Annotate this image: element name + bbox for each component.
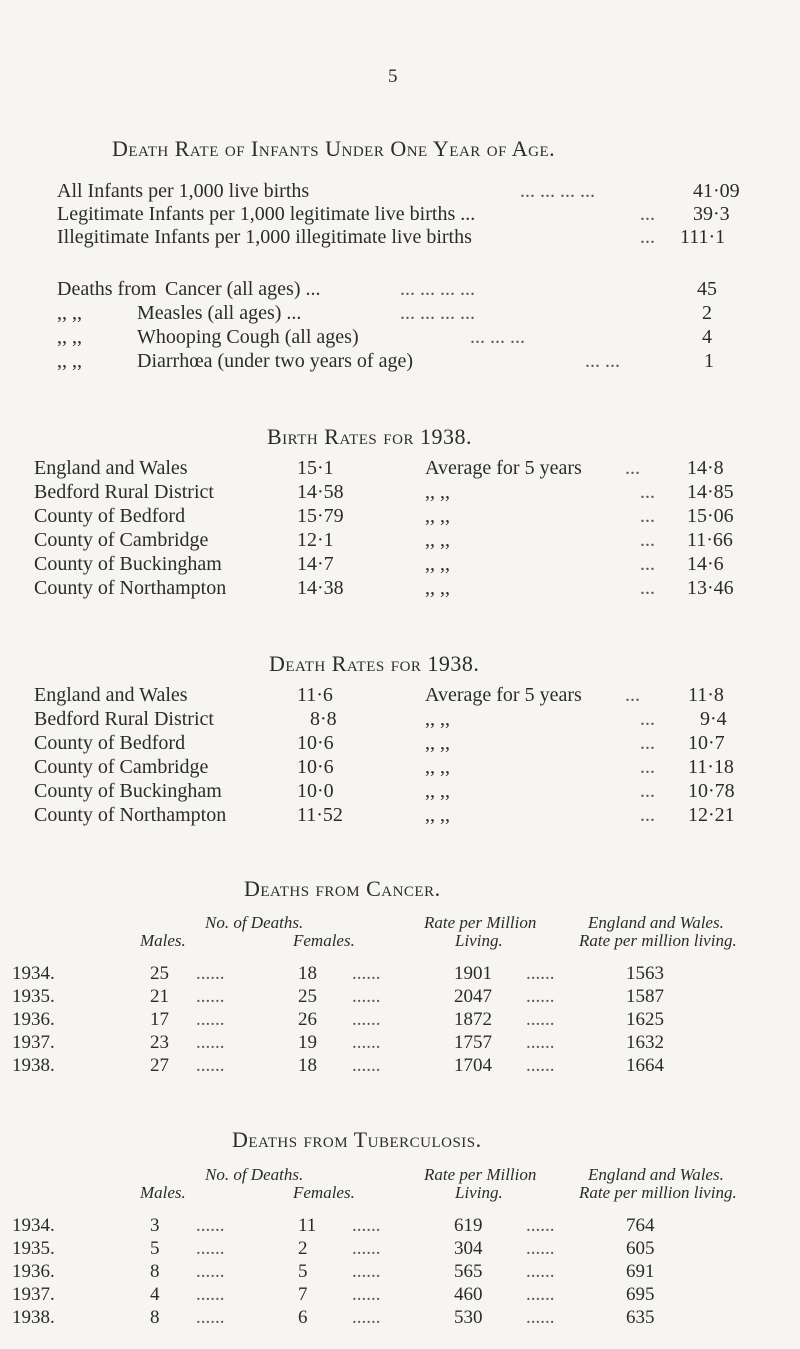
leader-dots: ... [640, 577, 655, 599]
males-header: Males. [140, 1183, 186, 1202]
cancer-heading: Deaths from Cancer. [244, 876, 441, 901]
ditto-label: ,, ,, [425, 780, 450, 802]
deaths-value: 1 [704, 350, 714, 372]
leader-dots: ...... [352, 963, 381, 984]
females-header: Females. [293, 931, 355, 950]
infant-heading: Death Rate of Infants Under One Year of Age. [112, 136, 556, 161]
leader-dots: ... ... ... ... [400, 302, 475, 324]
ditto-label: ,, ,, [425, 577, 450, 599]
average-value: 13·46 [687, 577, 734, 599]
leader-dots: ... [640, 553, 655, 575]
rate-value: 11·6 [297, 684, 333, 706]
year-cell: 1938. [12, 1307, 55, 1328]
leader-dots: ... [640, 804, 655, 826]
rate-value: 15·1 [297, 457, 334, 479]
leader-dots: ...... [196, 1238, 225, 1259]
area-name: County of Buckingham [34, 780, 222, 802]
rate-value: 10·6 [297, 756, 334, 778]
leader-dots: ... [640, 756, 655, 778]
area-name: County of Cambridge [34, 756, 209, 778]
ditto-label: ,, ,, [425, 529, 450, 551]
leader-dots: ... ... [585, 350, 620, 372]
average-value: 9·4 [700, 708, 727, 730]
leader-dots: ... [625, 457, 640, 479]
males-cell: 25 [150, 963, 169, 984]
rate-value: 14·58 [297, 481, 344, 503]
leader-dots: ...... [526, 1284, 555, 1305]
leader-dots: ...... [196, 1032, 225, 1053]
average-value: 11·18 [688, 756, 734, 778]
leader-dots: ... [640, 708, 655, 730]
rate-value: 8·8 [310, 708, 337, 730]
rate-value: 15·79 [297, 505, 344, 527]
rate-value: 11·52 [297, 804, 343, 826]
deaths-label: Measles (all ages) ... [137, 302, 302, 324]
average-label: Average for 5 years [425, 457, 582, 479]
deaths-value: 2 [702, 302, 712, 324]
deaths-count-header: No. of Deaths. [205, 913, 304, 932]
average-value: 14·6 [687, 553, 724, 575]
ew-rate-cell: 1563 [626, 963, 664, 984]
females-cell: 6 [298, 1307, 308, 1328]
leader-dots: ...... [526, 1238, 555, 1259]
deaths-label: Whooping Cough (all ages) [137, 326, 359, 348]
rate-value: 14·38 [297, 577, 344, 599]
ew-rate-cell: 764 [626, 1215, 655, 1236]
leader-dots: ...... [526, 1215, 555, 1236]
leader-dots: ...... [352, 1284, 381, 1305]
infant-row-label: Legitimate Infants per 1,000 legitimate live births ... [57, 203, 476, 225]
ew-header-sub: Rate per million living. [579, 931, 737, 950]
females-cell: 5 [298, 1261, 308, 1282]
year-cell: 1936. [12, 1261, 55, 1282]
ditto-label: ,, ,, [425, 708, 450, 730]
average-value: 11·8 [688, 684, 724, 706]
infant-row-value: 111·1 [680, 226, 726, 248]
infant-row-label: All Infants per 1,000 live births [57, 180, 310, 202]
leader-dots: ...... [526, 1307, 555, 1328]
ditto-label: ,, ,, [425, 732, 450, 754]
rate-cell: 304 [454, 1238, 483, 1259]
year-cell: 1937. [12, 1284, 55, 1305]
average-label: Average for 5 years [425, 684, 582, 706]
tb-heading: Deaths from Tuberculosis. [232, 1127, 482, 1152]
rate-cell: 530 [454, 1307, 483, 1328]
leader-dots: ...... [196, 963, 225, 984]
leader-dots: ...... [196, 1215, 225, 1236]
deaths-prefix: Deaths from [57, 278, 157, 300]
ew-rate-cell: 1664 [626, 1055, 664, 1076]
area-name: Bedford Rural District [34, 708, 214, 730]
area-name: Bedford Rural District [34, 481, 214, 503]
area-name: County of Buckingham [34, 553, 222, 575]
leader-dots: ... [640, 780, 655, 802]
year-cell: 1934. [12, 963, 55, 984]
leader-dots: ...... [352, 1261, 381, 1282]
rate-header-sub: Living. [455, 931, 503, 950]
leader-dots: ...... [526, 963, 555, 984]
ew-rate-cell: 691 [626, 1261, 655, 1282]
males-cell: 17 [150, 1009, 169, 1030]
females-cell: 11 [298, 1215, 317, 1236]
rate-header: Rate per Million [424, 913, 537, 932]
leader-dots: ...... [352, 1009, 381, 1030]
leader-dots: ... ... ... [470, 326, 525, 348]
males-cell: 23 [150, 1032, 169, 1053]
leader-dots: ...... [352, 1055, 381, 1076]
leader-dots: ...... [196, 986, 225, 1007]
males-cell: 21 [150, 986, 169, 1007]
average-value: 14·85 [687, 481, 734, 503]
males-cell: 3 [150, 1215, 160, 1236]
area-name: England and Wales [34, 684, 188, 706]
males-cell: 8 [150, 1261, 160, 1282]
average-value: 15·06 [687, 505, 734, 527]
males-cell: 8 [150, 1307, 160, 1328]
ew-rate-cell: 1625 [626, 1009, 664, 1030]
rate-cell: 1704 [454, 1055, 492, 1076]
leader-dots: ... ... ... ... [400, 278, 475, 300]
leader-dots: ...... [196, 1261, 225, 1282]
infant-row-label: Illegitimate Infants per 1,000 illegitimate live births [57, 226, 472, 248]
leader-dots: ...... [196, 1307, 225, 1328]
page-number: 5 [388, 66, 398, 87]
males-header: Males. [140, 931, 186, 950]
rate-cell: 1757 [454, 1032, 492, 1053]
females-cell: 18 [298, 1055, 317, 1076]
females-cell: 7 [298, 1284, 308, 1305]
leader-dots: ...... [526, 1055, 555, 1076]
average-value: 12·21 [688, 804, 735, 826]
rate-value: 10·6 [297, 732, 334, 754]
ew-header: England and Wales. [588, 913, 724, 932]
females-cell: 25 [298, 986, 317, 1007]
rate-value: 10·0 [297, 780, 334, 802]
males-cell: 27 [150, 1055, 169, 1076]
ew-rate-cell: 1587 [626, 986, 664, 1007]
area-name: England and Wales [34, 457, 188, 479]
leader-dots: ...... [352, 1215, 381, 1236]
leader-dots: ... [625, 684, 640, 706]
leader-dots: ...... [352, 1238, 381, 1259]
rate-header-sub: Living. [455, 1183, 503, 1202]
year-cell: 1935. [12, 1238, 55, 1259]
ew-rate-cell: 635 [626, 1307, 655, 1328]
deaths-value: 45 [697, 278, 717, 300]
birth-rates-heading: Birth Rates for 1938. [267, 424, 472, 449]
year-cell: 1934. [12, 1215, 55, 1236]
females-cell: 18 [298, 963, 317, 984]
ew-rate-cell: 605 [626, 1238, 655, 1259]
leader-dots: ...... [196, 1055, 225, 1076]
deaths-label: Diarrhœa (under two years of age) [137, 350, 413, 372]
rate-cell: 2047 [454, 986, 492, 1007]
rate-value: 12·1 [297, 529, 334, 551]
infant-row-value: 41·09 [693, 180, 740, 202]
leader-dots: ... ... ... ... [520, 180, 595, 202]
leader-dots: ... [640, 505, 655, 527]
ditto-label: ,, ,, [425, 481, 450, 503]
infant-row-value: 39·3 [693, 203, 730, 225]
average-value: 11·66 [687, 529, 733, 551]
area-name: County of Northampton [34, 577, 227, 599]
ew-rate-cell: 1632 [626, 1032, 664, 1053]
leader-dots: ... [640, 203, 655, 225]
ew-rate-cell: 695 [626, 1284, 655, 1305]
leader-dots: ... [640, 732, 655, 754]
females-cell: 26 [298, 1009, 317, 1030]
leader-dots: ...... [196, 1009, 225, 1030]
leader-dots: ...... [526, 986, 555, 1007]
deaths-prefix: ,, ,, [57, 350, 82, 372]
rate-cell: 1901 [454, 963, 492, 984]
year-cell: 1936. [12, 1009, 55, 1030]
average-value: 10·7 [688, 732, 725, 754]
leader-dots: ...... [352, 1307, 381, 1328]
ew-header-sub: Rate per million living. [579, 1183, 737, 1202]
area-name: County of Northampton [34, 804, 227, 826]
area-name: County of Bedford [34, 732, 186, 754]
ditto-label: ,, ,, [425, 804, 450, 826]
area-name: County of Cambridge [34, 529, 209, 551]
deaths-prefix: ,, ,, [57, 302, 82, 324]
leader-dots: ...... [352, 986, 381, 1007]
ditto-label: ,, ,, [425, 505, 450, 527]
average-value: 10·78 [688, 780, 735, 802]
leader-dots: ... [640, 529, 655, 551]
deaths-value: 4 [702, 326, 712, 348]
males-cell: 5 [150, 1238, 160, 1259]
rate-cell: 565 [454, 1261, 483, 1282]
deaths-prefix: ,, ,, [57, 326, 82, 348]
females-cell: 19 [298, 1032, 317, 1053]
leader-dots: ... [640, 481, 655, 503]
females-cell: 2 [298, 1238, 308, 1259]
deaths-label: Cancer (all ages) ... [165, 278, 321, 300]
rate-cell: 619 [454, 1215, 483, 1236]
rate-value: 14·7 [297, 553, 334, 575]
death-rates-heading: Death Rates for 1938. [269, 651, 480, 676]
leader-dots: ... [640, 226, 655, 248]
area-name: County of Bedford [34, 505, 186, 527]
ditto-label: ,, ,, [425, 756, 450, 778]
year-cell: 1937. [12, 1032, 55, 1053]
males-cell: 4 [150, 1284, 160, 1305]
females-header: Females. [293, 1183, 355, 1202]
rate-cell: 460 [454, 1284, 483, 1305]
leader-dots: ...... [352, 1032, 381, 1053]
ew-header: England and Wales. [588, 1165, 724, 1184]
leader-dots: ...... [526, 1032, 555, 1053]
average-value: 14·8 [687, 457, 724, 479]
rate-cell: 1872 [454, 1009, 492, 1030]
ditto-label: ,, ,, [425, 553, 450, 575]
rate-header: Rate per Million [424, 1165, 537, 1184]
leader-dots: ...... [196, 1284, 225, 1305]
leader-dots: ...... [526, 1009, 555, 1030]
year-cell: 1938. [12, 1055, 55, 1076]
deaths-count-header: No. of Deaths. [205, 1165, 304, 1184]
leader-dots: ...... [526, 1261, 555, 1282]
year-cell: 1935. [12, 986, 55, 1007]
